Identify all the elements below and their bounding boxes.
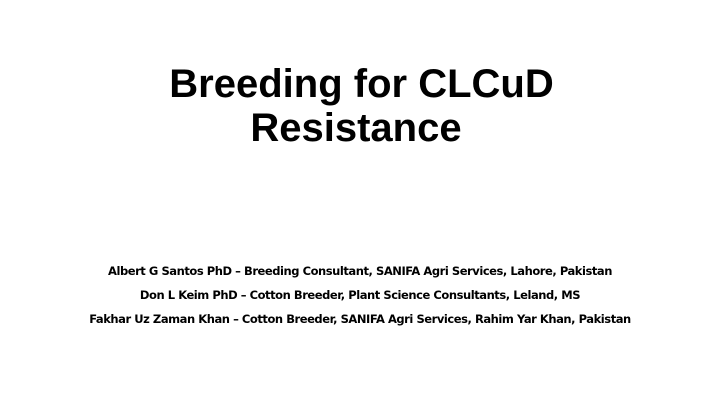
- title-line: Breeding for CLCuD: [169, 62, 554, 106]
- author-list: [0, 259, 720, 331]
- author-line-keim: Don L Keim PhD – Cotton Breeder, Plant Science Consultants, Leland, MS: [139, 288, 581, 302]
- author-line-santos: Albert G Santos PhD – Breeding Consultant, SANIFA Agri Services, Lahore, Pakistan: [108, 264, 612, 278]
- slide-title: [0, 62, 720, 150]
- title-line: Resistance: [250, 106, 462, 150]
- author-line-khan: Fakhar Uz Zaman Khan – Cotton Breeder, SANIFA Agri Services, Rahim Yar Khan, Pakistan: [89, 312, 631, 326]
